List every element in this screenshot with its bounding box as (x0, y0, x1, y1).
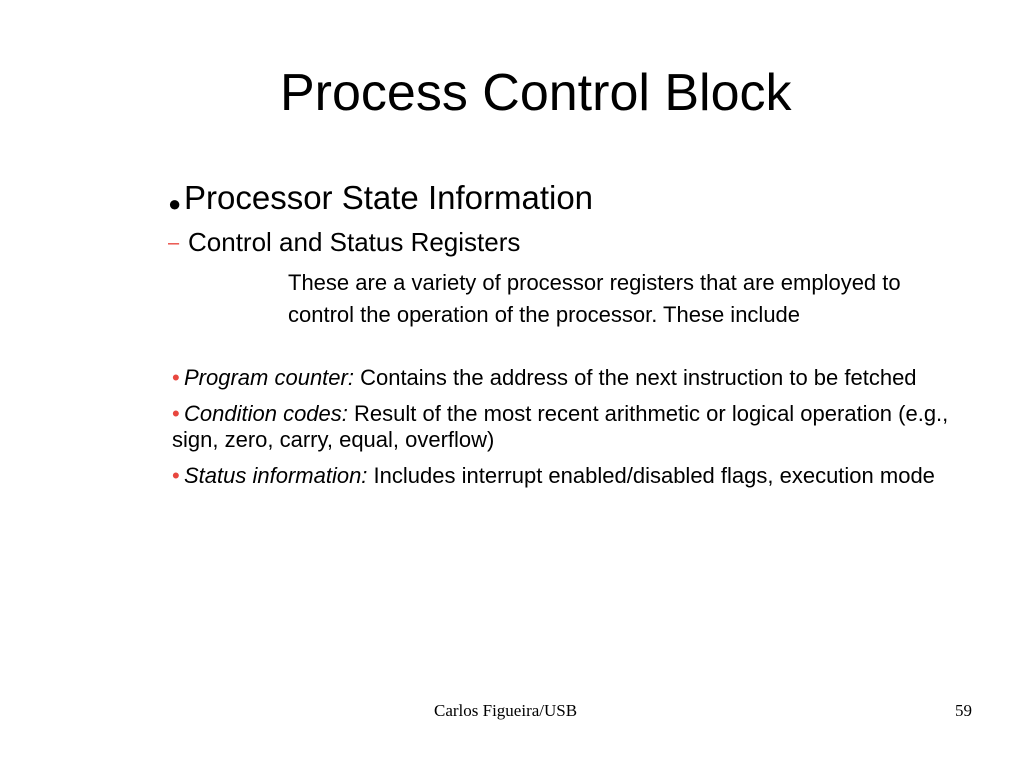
dot-bullet-icon: • (172, 365, 180, 390)
slide-title: Process Control Block (280, 64, 792, 122)
subheading-line (168, 224, 520, 261)
heading-bullet-line (168, 176, 593, 226)
dash-bullet-icon: – (168, 232, 180, 254)
round-bullet-icon: ● (168, 191, 182, 216)
footer-author: Carlos Figueira/USB (434, 701, 578, 720)
item-text: Result of the most recent arithmetic or logical operation (e.g., sign, zero, carry, equal, overflow) (172, 401, 949, 452)
subheading-text: Control and Status Registers (188, 227, 521, 257)
item-term: Status information: (184, 463, 368, 488)
item-text: Contains the address of the next instruction to be fetched (353, 365, 917, 390)
dot-bullet-icon: • (172, 463, 180, 488)
item-term: Program counter: (184, 365, 354, 390)
list-item (172, 401, 972, 453)
register-list (172, 365, 972, 499)
description-paragraph: These are a variety of processor registers that are employed to control the operation of the processor. These include (288, 270, 901, 327)
heading-text: Processor State Information (184, 179, 594, 216)
item-term: Condition codes: (184, 401, 348, 426)
page-number: 59 (955, 701, 972, 720)
list-item (172, 365, 972, 391)
list-item (172, 463, 972, 489)
item-text: Includes interrupt enabled/disabled flags, execution mode (367, 463, 935, 488)
dot-bullet-icon: • (172, 401, 180, 426)
